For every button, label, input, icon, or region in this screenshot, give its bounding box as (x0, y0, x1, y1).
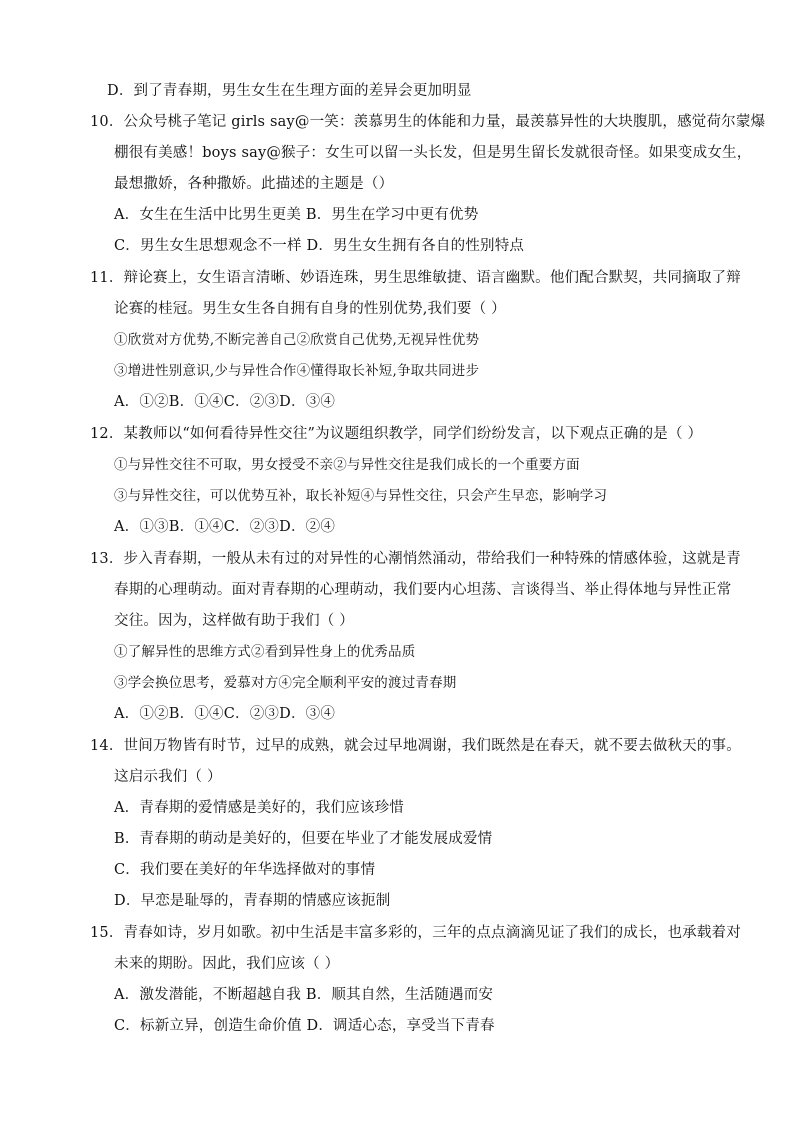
q14-stem-line-1: 14．世间万物皆有时节，过早的成熟，就会过早地凋谢，我们既然是在春天，就不要去做秋天的事。 (90, 738, 741, 754)
q10-stem-line-3: 最想撒娇，各种撒娇。此描述的主题是（） (114, 176, 394, 192)
q12-stem-line-1: 12．某教师以“如何看待异性交往”为议题组织教学，同学们纷纷发言，以下观点正确的是（ ） (90, 426, 703, 442)
q15-stem-line-2: 未来的期盼。因此，我们应该（ ） (114, 956, 340, 972)
q14-option-d: D．早恋是耻辱的，青春期的情感应该扼制 (114, 893, 391, 909)
q13-item-line-2: ③学会换位思考，爱慕对方④完全顺利平安的渡过青春期 (114, 675, 457, 691)
q15-options-cd: C．标新立异，创造生命价值 D．调适心态，享受当下青春 (114, 1018, 495, 1034)
q13-stem-line-2: 春期的心理萌动。面对青春期的心理萌动，我们要内心坦荡、言谈得当、举止得体地与异性正常 (114, 582, 732, 598)
q12-item-line-1: ①与异性交往不可取，男女授受不亲②与异性交往是我们成长的一个重要方面 (114, 457, 580, 473)
q10-stem-line-1: 10．公众号桃子笔记 girls say@一笑：羡慕男生的体能和力量，最羡慕异性的大块腹肌，感觉荷尔蒙爆 (90, 114, 766, 130)
q11-stem-line-2: 论赛的桂冠。男生女生各自拥有自身的性别优势,我们要（ ） (114, 301, 506, 317)
q12-item-line-2: ③与异性交往，可以优势互补，取长补短④与异性交往，只会产生早恋，影响学习 (114, 488, 608, 504)
q13-options: A．①②B．①④C．②③D．③④ (114, 706, 336, 722)
q15-stem-line-1: 15．青春如诗，岁月如歌。初中生活是丰富多彩的，三年的点点滴滴见证了我们的成长，也承载着对 (90, 925, 741, 941)
q15-options-ab: A．激发潜能，不断超越自我 B．顺其自然，生活随遇而安 (114, 987, 494, 1003)
q14-option-c: C．我们要在美好的年华选择做对的事情 (114, 862, 376, 878)
q11-item-line-1: ①欣赏对方优势,不断完善自己②欣赏自己优势,无视异性优势 (114, 332, 480, 348)
q12-options: A．①③B．①④C．②③D．②④ (114, 519, 336, 535)
q10-options-ab: A．女生在生活中比男生更美 B．男生在学习中更有优势 (114, 207, 479, 223)
q13-stem-line-3: 交往。因为，这样做有助于我们（ ） (114, 613, 355, 629)
q11-options: A．①②B．①④C．②③D．③④ (114, 394, 336, 410)
q9-option-d: D．到了青春期，男生女生在生理方面的差异会更加明显 (107, 83, 472, 99)
q14-option-a: A．青春期的爱情感是美好的，我们应该珍惜 (114, 800, 404, 816)
q10-options-cd: C．男生女生思想观念不一样 D．男生女生拥有各自的性别特点 (114, 238, 525, 254)
q13-item-line-1: ①了解异性的思维方式②看到异性身上的优秀品质 (114, 644, 416, 660)
q13-stem-line-1: 13．步入青春期，一般从未有过的对异性的心潮悄然涌动，带给我们一种特殊的情感体验，这就是青 (90, 551, 741, 567)
q14-stem-line-2: 这启示我们（ ） (114, 769, 222, 785)
q10-stem-line-2: 棚很有美感！boys say@猴子：女生可以留一头长发，但是男生留长发就很奇怪。如果变成女生， (114, 145, 752, 161)
q11-item-line-2: ③增进性别意识,少与异性合作④懂得取长补短,争取共同进步 (114, 363, 480, 379)
q11-stem-line-1: 11．辩论赛上，女生语言清晰、妙语连珠，男生思维敏捷、语言幽默。他们配合默契，共同摘取了辩 (90, 270, 741, 286)
q14-option-b: B．青春期的萌动是美好的，但要在毕业了才能发展成爱情 (114, 831, 493, 847)
